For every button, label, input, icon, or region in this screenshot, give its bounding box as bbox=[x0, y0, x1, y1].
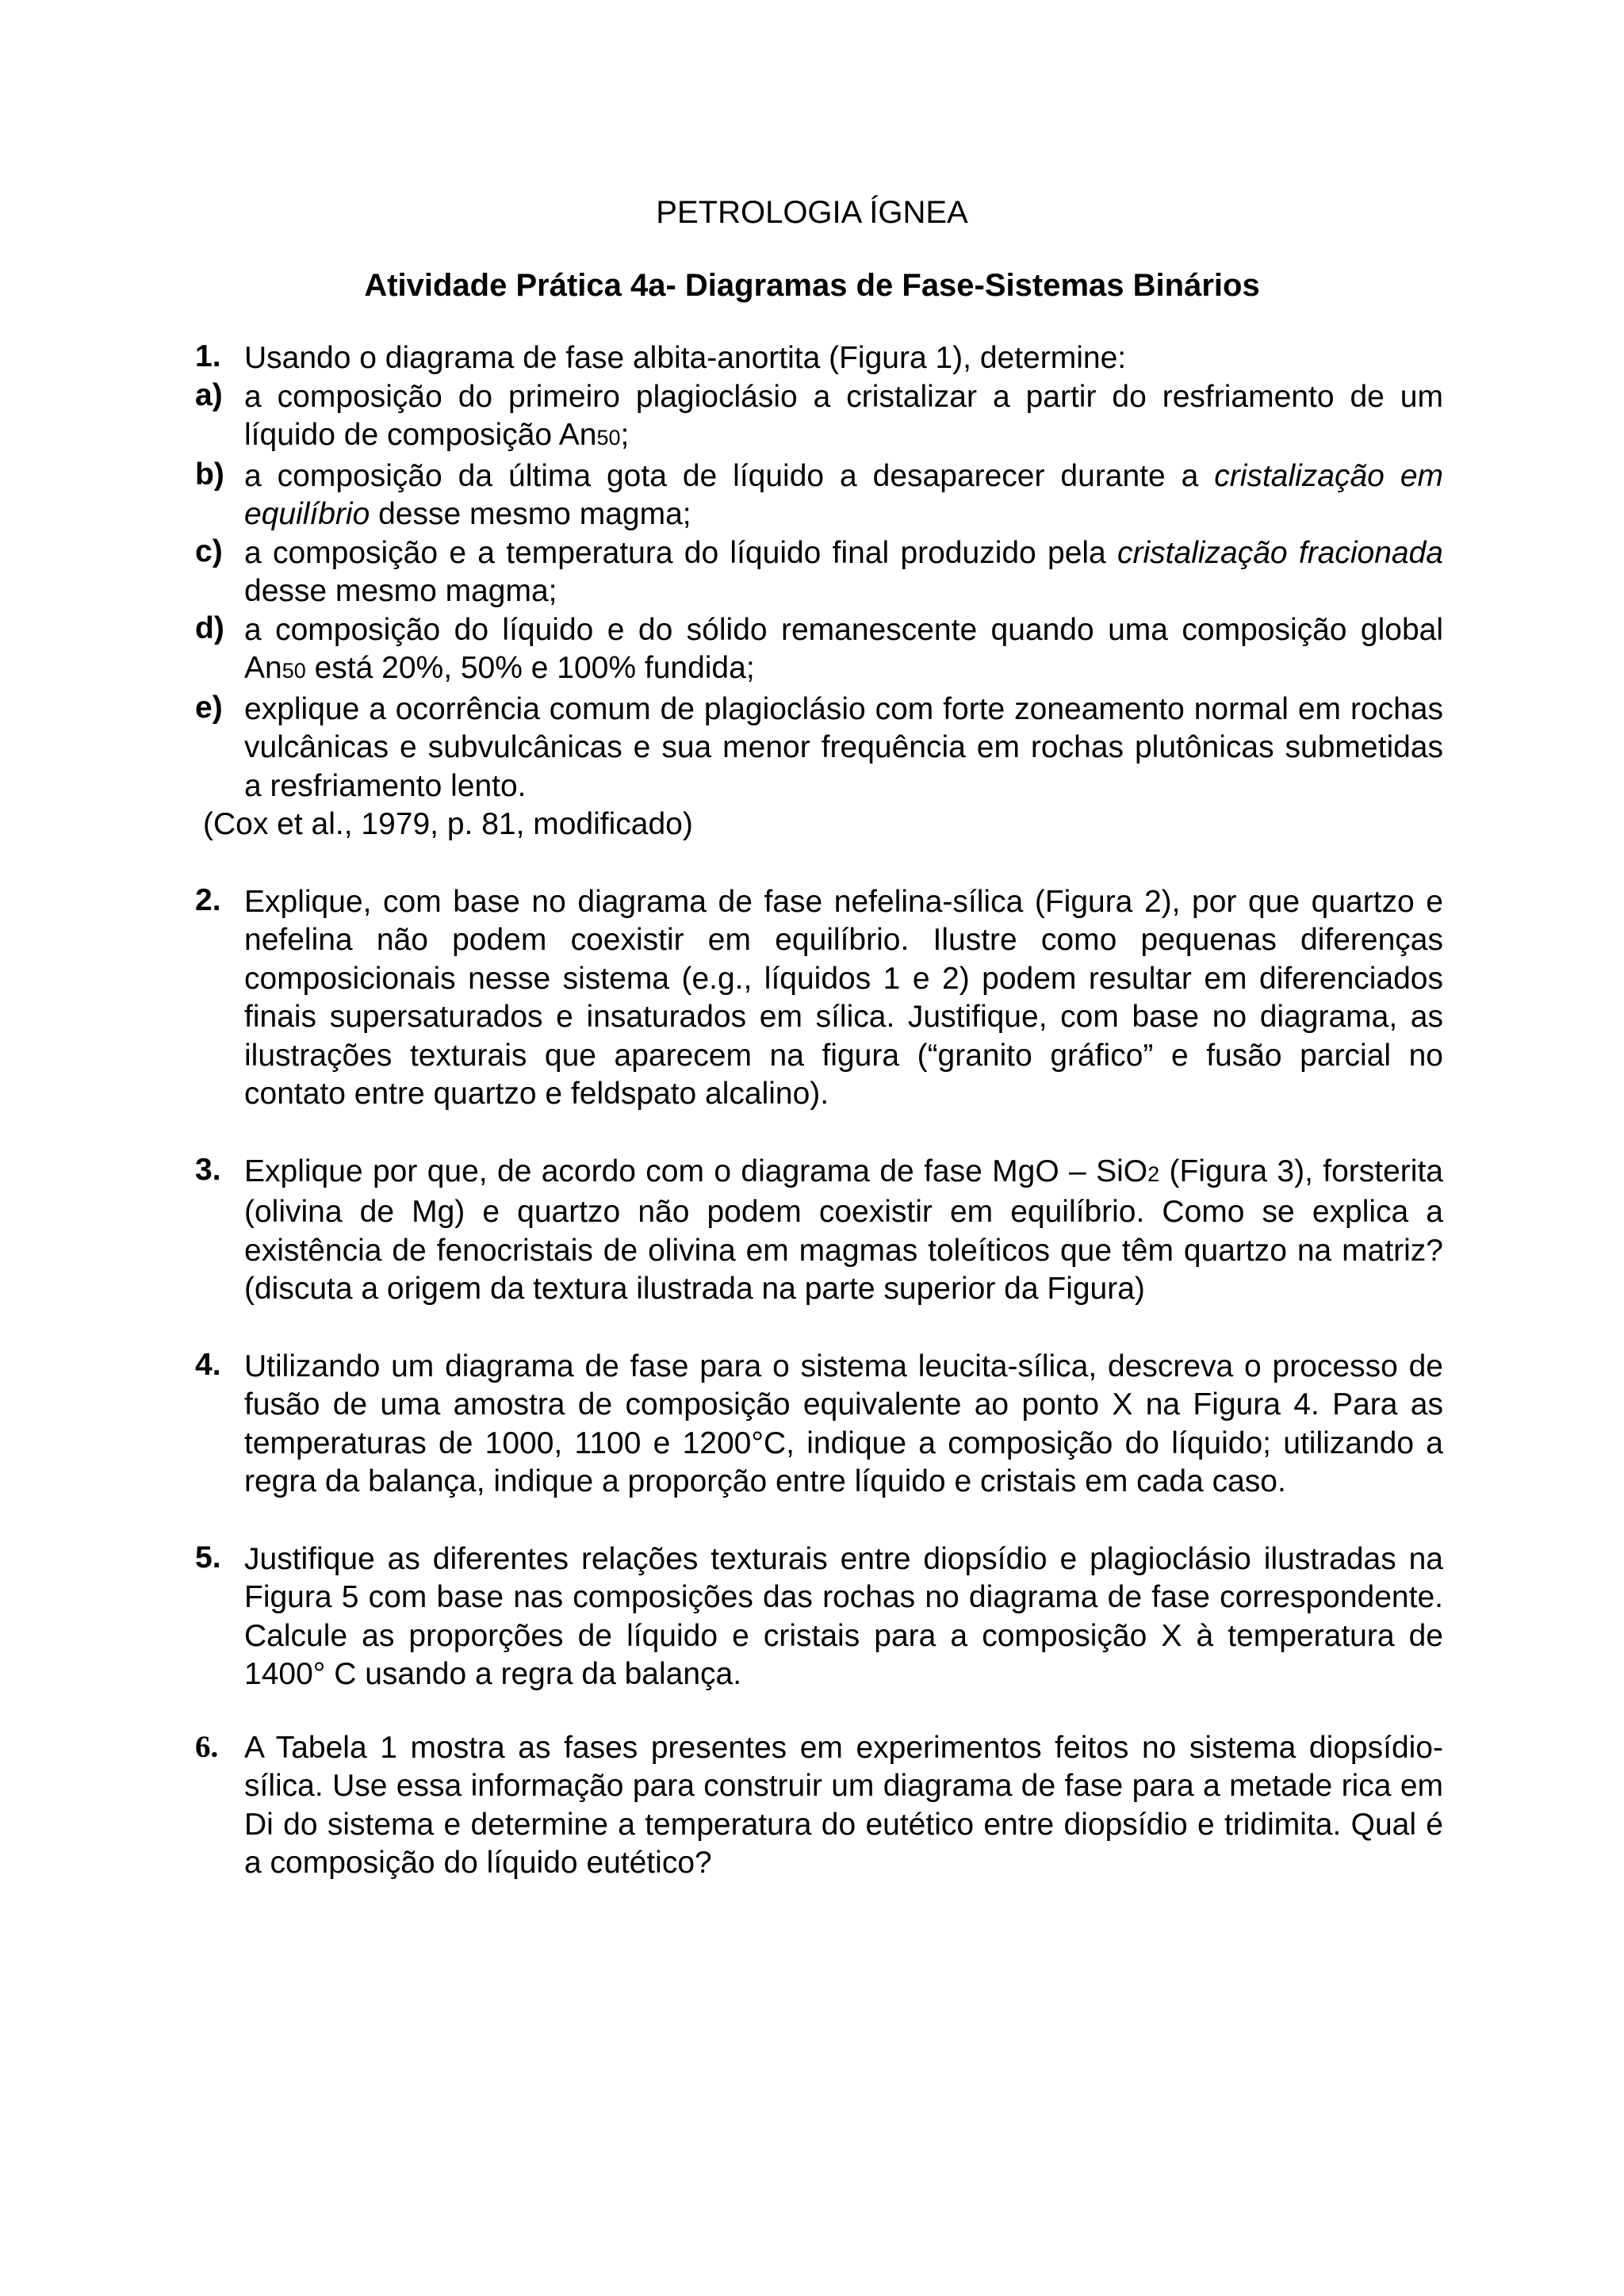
question-1c: c) a composição e a temperatura do líquido final produzido pela cristalização fracionada desse mesmo magma; bbox=[195, 534, 1443, 608]
question-6 bbox=[195, 1729, 1443, 1883]
subscript: 50 bbox=[282, 659, 306, 683]
item-label: b) bbox=[195, 457, 224, 492]
question-number: 3. bbox=[195, 1152, 221, 1187]
question-4 bbox=[195, 1348, 1443, 1502]
question-number: 4. bbox=[195, 1347, 221, 1382]
question-1a: a) a composição do primeiro plagioclásio a cristalizar a partir do resfriamento de um líquido de composição An50; bbox=[195, 377, 1443, 452]
question-text: A Tabela 1 mostra as fases presentes em experimentos feitos no sistema diopsídio-sílica. Use essa informação para construir um diagrama de fase para a metade rica em Di do sistema e determine a temperatura do eutético entre diopsídio e tridimita. Qual é a composição do líquido eutético? bbox=[244, 1730, 1443, 1880]
emphasis: cristalização em equilíbrio bbox=[244, 458, 1443, 531]
emphasis: cristalização fracionada bbox=[1117, 535, 1443, 570]
subscript: 2 bbox=[1147, 1161, 1160, 1186]
question-text: Justifique as diferentes relações texturais entre diopsídio e plagioclásio ilustradas na Figura 5 com base nas composições das rochas no diagrama de fase correspondente. Calcule as proporções de líquido e cristais para a composição X à temperatura de 1400° C usando a regra da balança. bbox=[244, 1541, 1443, 1691]
question-1-intro: Usando o diagrama de fase albita-anortita (Figura 1), determine: bbox=[244, 341, 1127, 375]
item-label: e) bbox=[195, 690, 223, 725]
item-text: a composição do primeiro plagioclásio a cristalizar a partir do resfriamento de um líquido de composição An bbox=[244, 379, 1443, 452]
item-text: a composição do líquido e do sólido remanescente quando uma composição global An bbox=[244, 612, 1443, 685]
question-number: 5. bbox=[195, 1540, 221, 1575]
item-label: a) bbox=[195, 377, 223, 412]
question-number: 1. bbox=[195, 339, 221, 373]
questions-list bbox=[195, 339, 1443, 1883]
item-label: d) bbox=[195, 610, 224, 645]
question-5 bbox=[195, 1540, 1443, 1694]
item-text: a composição da última gota de líquido a desaparecer durante a bbox=[244, 458, 1215, 493]
question-1d: d) a composição do líquido e do sólido remanescente quando uma composição global An50 está 20%, 50% e 100% fundida; bbox=[195, 610, 1443, 685]
question-3: 3. Explique por que, de acordo com o diagrama de fase MgO – SiO2 (Figura 3), forsterita (olivina de Mg) e quartzo não podem coexistir em equilíbrio. Como se explica a existência de fenocristais de olivina em magmas toleíticos que têm quartzo na matriz? (discuta a origem da textura ilustrada na parte superior da Figura) bbox=[195, 1152, 1443, 1306]
question-number: 6. bbox=[195, 1729, 219, 1764]
question-1b: b) a composição da última gota de líquido a desaparecer durante a cristalização em equilíbrio desse mesmo magma; bbox=[195, 457, 1443, 531]
item-text: explique a ocorrência comum de plagioclásio com forte zoneamento normal em rochas vulcânicas e subvulcânicas e sua menor frequência em rochas plutônicas submetidas a resfriamento lento. bbox=[244, 691, 1443, 803]
question-2 bbox=[195, 883, 1443, 1114]
question-number: 2. bbox=[195, 882, 221, 917]
question-text: Explique, com base no diagrama de fase nefelina-sílica (Figura 2), por que quartzo e nefelina não podem coexistir em equilíbrio. Ilustre como pequenas diferenças composicionais nesse sistema (e.g., líquidos 1 e 2) podem resultar em diferenciados finais supersaturados e insaturados em sílica. Justifique, com base no diagrama, as ilustrações texturais que aparecem na figura (“granito gráfico” e fusão parcial no contato entre quartzo e feldspato alcalino). bbox=[244, 884, 1443, 1111]
document-title: PETROLOGIA ÍGNEA bbox=[656, 195, 968, 230]
document-subtitle: Atividade Prática 4a- Diagramas de Fase-Sistemas Binários bbox=[364, 268, 1260, 303]
subscript: 50 bbox=[596, 426, 621, 450]
item-label: c) bbox=[195, 534, 223, 568]
citation: (Cox et al., 1979, p. 81, modificado) bbox=[203, 807, 693, 841]
question-text: Utilizando um diagrama de fase para o sistema leucita-sílica, descreva o processo de fusão de uma amostra de composição equivalente ao ponto X na Figura 4. Para as temperaturas de 1000, 1100 e 1200°C, indique a composição do líquido; utilizando a regra da balança, indique a proporção entre líquido e cristais em cada caso. bbox=[244, 1349, 1443, 1498]
question-text: Explique por que, de acordo com o diagrama de fase MgO – SiO bbox=[244, 1154, 1148, 1188]
item-text: a composição e a temperatura do líquido final produzido pela bbox=[244, 535, 1118, 570]
question-1 bbox=[195, 339, 1443, 378]
question-1e bbox=[195, 691, 1443, 806]
